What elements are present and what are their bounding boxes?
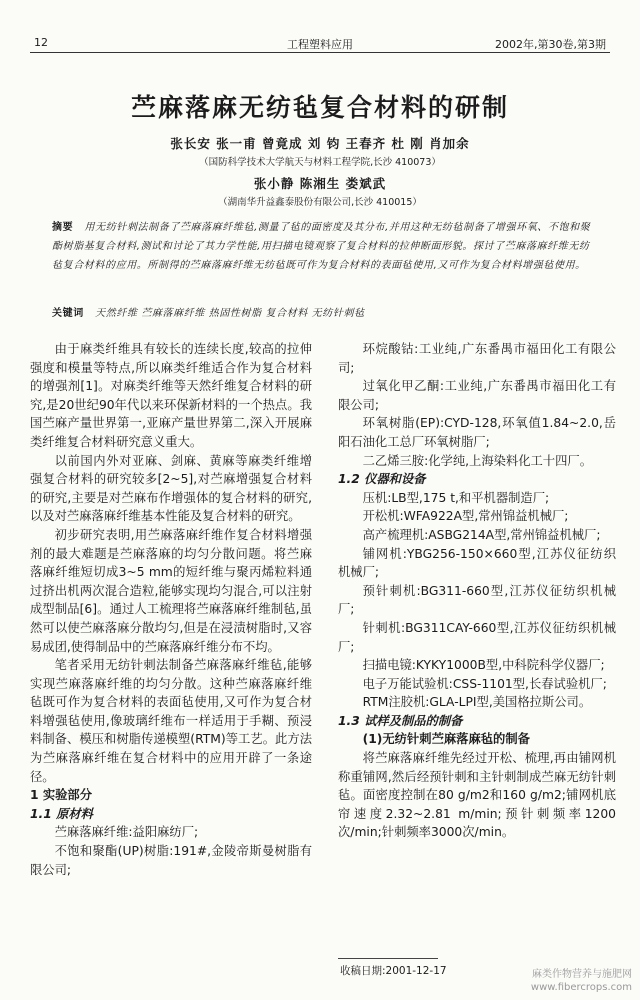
received-date: 收稿日期:2001-12-17 (340, 965, 447, 977)
abstract-label: 摘要 (52, 222, 74, 233)
watermark (492, 968, 632, 994)
keywords (52, 304, 592, 319)
material-item: 不饱和聚酯(UP)树脂:191#,金陵帝斯曼树脂有限公司; (30, 844, 312, 877)
right-column (338, 340, 616, 842)
paper-title: 苎麻落麻无纺毡复合材料的研制 (130, 93, 509, 122)
watermark-line-2: www.fibercrops.com (530, 982, 632, 993)
keywords-text: 天然纤维 苎麻落麻纤维 热固性树脂 复合材料 无纺针刺毡 (95, 308, 365, 319)
keywords-label: 关键词 (52, 308, 84, 319)
left-column (30, 340, 312, 879)
issue-info: 2002年,第30卷,第3期 (495, 38, 606, 51)
equipment-item: 铺网机:YBG256-150×660型,江苏仪征纺织机械厂; (338, 546, 616, 580)
equipment-item: 针刺机:BG311CAY-660型,江苏仪征纺织机械厂; (338, 620, 616, 654)
material-item: 环烷酸钴:工业纯,广东番禺市福田化工有限公司; (338, 342, 616, 375)
subsection-heading: 1.3 试样及制品的制备 (338, 713, 463, 728)
equipment-item: 电子万能试验机:CSS-1101型,长春试验机厂; (362, 676, 607, 691)
paragraph: 以前国内外对亚麻、剑麻、黄麻等麻类纤维增强复合材料的研究较多[2~5],对苎麻增强复合材料的研究,主要是对苎麻布作增强体的复合材料的研究,以及对苎麻落麻纤维基本性能及复合材料的研究。 (30, 453, 312, 524)
header-rule (30, 52, 610, 53)
paragraph: 初步研究表明,用苎麻落麻纤维作复合材料增强剂的最大难题是苎麻落麻的均匀分散问题。将苎麻落麻纤维短切成3~5 mm的短纤维与聚丙烯粒料通过挤出机两次混合造粒,能够实现均匀混合,可以注射成型制品[6]。通过人工梳理将苎麻落麻纤维制毡,虽然可以使苎麻落麻分散均匀,但是在浸渍树脂时,又容易成团,使得制品中的苎麻落麻纤维分布不均。 (30, 527, 312, 654)
subsection-heading: 1.1 原材料 (30, 806, 93, 821)
author-list-2: 张小静 陈湘生 娄斌武 (253, 176, 387, 191)
subsection-heading: 1.2 仪器和设备 (338, 472, 426, 487)
journal-name: 工程塑料应用 (287, 38, 353, 51)
author-list-1: 张长安 张一甫 曾竟成 刘 钧 王春齐 杜 刚 肖加余 (170, 136, 470, 151)
equipment-item: 压机:LB型,175 t,和平机器制造厂; (362, 490, 550, 505)
equipment-item: 高产梳理机:ASBG214A型,常州锦益机械厂; (362, 527, 601, 542)
affiliation-1: （国防科学技术大学航天与材料工程学院,长沙 410073） (199, 157, 441, 168)
material-item: 过氧化甲乙酮:工业纯,广东番禺市福田化工有限公司; (338, 379, 616, 412)
equipment-item: 扫描电镜:KYKY1000B型,中科院科学仪器厂; (362, 658, 605, 673)
watermark-line-1: 麻类作物营养与施肥网 (532, 969, 632, 980)
equipment-item: 开松机:WFA922A型,常州锦益机械厂; (362, 509, 569, 524)
material-item: 二乙烯三胺:化学纯,上海染料化工十四厂。 (362, 453, 592, 468)
page-number: 12 (34, 36, 48, 49)
equipment-item: 预针刺机:BG311-660型,江苏仪征纺织机械厂; (338, 583, 616, 617)
paragraph: 笔者采用无纺针刺法制备苎麻落麻纤维毡,能够实现苎麻落麻纤维的均匀分散。这种苎麻落麻纤维毡既可作为复合材料的表面毡使用,又可作为复合材料增强毡使用,像玻璃纤维布一样适用于手糊、预浸料制备、模压和树脂传递模塑(RTM)等工艺。此方法为苎麻落麻纤维在复合材料中的应用开辟了一条途径。 (30, 658, 312, 784)
paragraph: 由于麻类纤维具有较长的连续长度,较高的拉伸强度和模量等特点,所以麻类纤维适合作为复合材料的增强剂[1]。对麻类纤维等天然纤维复合材料的研究,是20世纪90年代以来环保新材料的一个热点。我国苎麻产量世界第一,亚麻产量世界第二,深入开展麻类纤维复合材料研究意义重大。 (30, 342, 312, 449)
section-heading: 1 实验部分 (30, 788, 93, 803)
material-item: 环氧树脂(EP):CYD-128,环氧值1.84~2.0,岳阳石油化工总厂环氧树脂厂; (338, 416, 616, 449)
affiliation-2: （湖南华升益鑫泰股份有限公司,长沙 410015） (218, 197, 422, 208)
material-item: 苎麻落麻纤维:益阳麻纺厂; (54, 825, 199, 840)
abstract-text: 用无纺针刺法制备了苎麻落麻纤维毡,测量了毡的面密度及其分布,并用这种无纺毡制备了增强环氧、不饱和聚酯树脂基复合材料,测试和讨论了其力学性能,用扫描电镜观察了复合材料的拉伸断面形貌。探讨了苎麻落麻纤维无纺毡复合材料的应用。所制得的苎麻落麻纤维无纺毡既可作为复合材料的表面毡使用,又可作为复合材料增强毡使用。 (52, 222, 591, 271)
paragraph: 将苎麻落麻纤维先经过开松、梳理,再由铺网机称重铺网,然后经预针刺和主针刺制成苎麻无纺针刺毡。面密度控制在80 g/m2和160 g/m2;铺网机底帘速度2.32~2.81 m/min;预针刺频率1200次/min;针刺频率3000次/min。 (338, 751, 616, 840)
abstract (52, 218, 592, 275)
subsubsection-heading: (1)无纺针刺苎麻落麻毡的制备 (362, 732, 530, 747)
equipment-item: RTM注胶机:GLA-LPⅠ型,美国格拉斯公司。 (362, 695, 592, 710)
footnote-rule (338, 958, 438, 959)
